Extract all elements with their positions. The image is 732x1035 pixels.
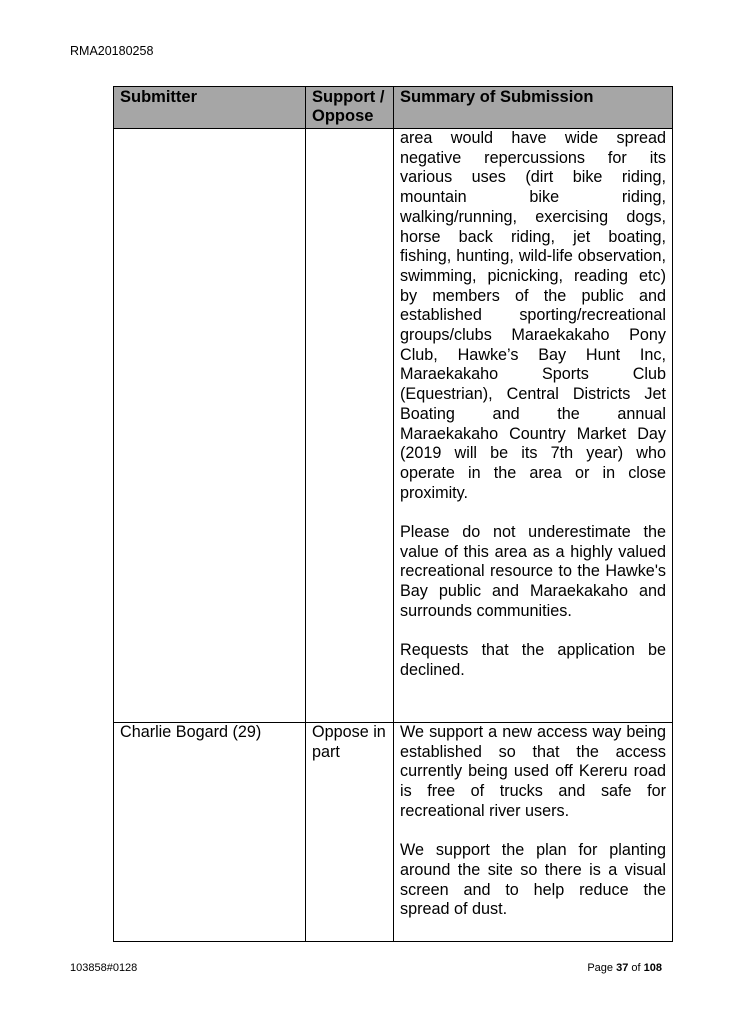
summary-cell xyxy=(394,723,673,942)
header-submitter: Submitter xyxy=(114,87,306,129)
submitter-cell: Charlie Bogard (29) xyxy=(114,723,306,942)
table-row xyxy=(114,723,673,942)
document-reference: RMA20180258 xyxy=(70,44,154,58)
table-row xyxy=(114,129,673,723)
header-summary: Summary of Submission xyxy=(394,87,673,129)
table-header-row xyxy=(114,87,673,129)
support-oppose-cell xyxy=(306,129,394,723)
page-of: of xyxy=(631,962,641,974)
header-support-oppose: Support / Oppose xyxy=(306,87,394,129)
support-oppose-cell: Oppose in part xyxy=(306,723,394,942)
summary-paragraph: We support the plan for planting around the site so there is a visual screen and to help reduce the spread of dust. xyxy=(400,841,666,919)
summary-paragraph: We support a new access way being established so that the access currently being used off Kereru road is free of trucks and safe for recreational river users. xyxy=(400,723,666,820)
summary-paragraph: Requests that the application be declined. xyxy=(400,641,666,679)
page-current: 37 xyxy=(616,962,629,974)
submitter-cell xyxy=(114,129,306,723)
summary-cell xyxy=(394,129,673,723)
page-total: 108 xyxy=(643,962,662,974)
footer-doc-number: 103858#0128 xyxy=(70,962,138,974)
submissions-table xyxy=(113,86,673,942)
summary-paragraph: Please do not underestimate the value of this area as a highly valued recreational resource to the Hawke's Bay public and Maraekakaho and surrounds communities. xyxy=(400,523,666,620)
summary-paragraph: area would have wide spread negative repercussions for its various uses (dirt bike riding, mountain bike riding, walking/running, exercising dogs, horse back riding, jet boating, fishing, hunting, wild-life observation, swimming, picnicking, reading etc) by members of the public and established sporting/recreational groups/clubs Maraekakaho Pony Club, Hawke’s Bay Hunt Inc, Maraekakaho Sports Club (Equestrian), Central Districts Jet Boating and the annual Maraekakaho Country Market Day (2019 will be its 7th year) who operate in the area or in close proximity. xyxy=(400,129,666,502)
page-number xyxy=(587,962,662,974)
page-label: Page xyxy=(587,962,614,974)
